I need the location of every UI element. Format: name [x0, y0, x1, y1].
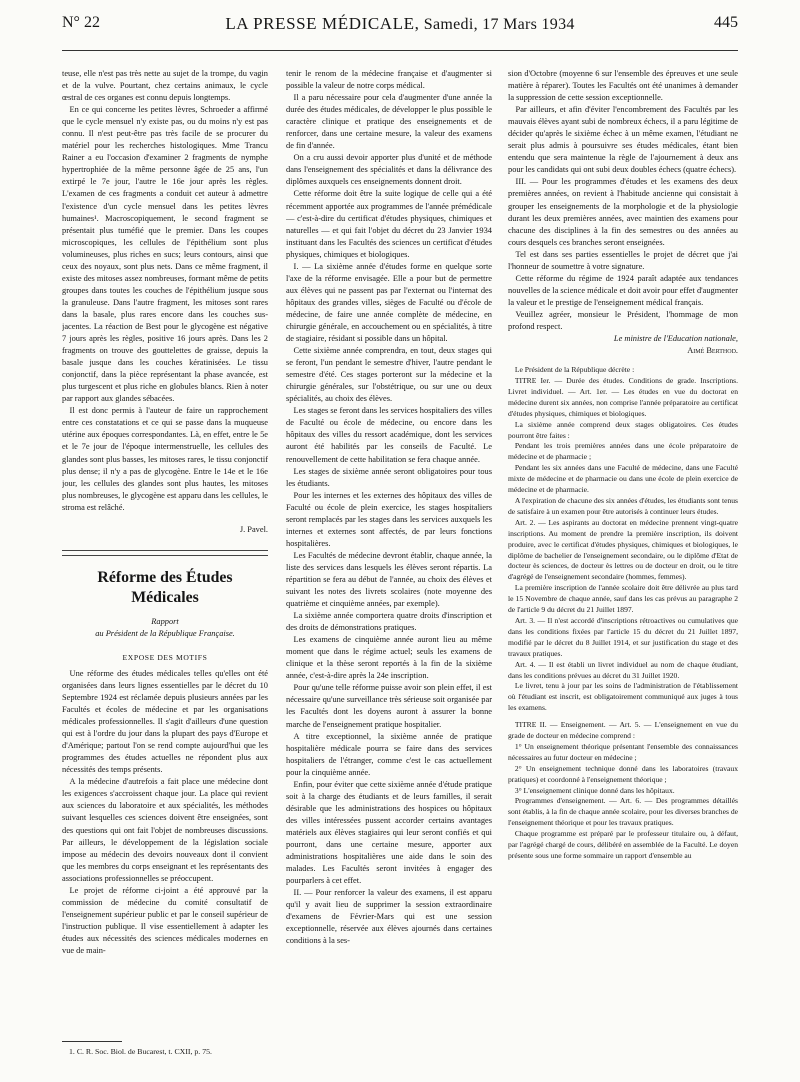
paragraph: Veuillez agréer, monsieur le Président, l'hommage de mon profond respect. — [508, 309, 738, 331]
decree-paragraph: A l'expiration de chacune des six années d'études, les étudiants sont tenus de satisfaire à un examen pour être autorisés à continuer leurs études. — [508, 496, 738, 516]
paragraph: Cette sixième année comprendra, en tout, deux stages qui se feront, l'un pendant le semestre d'hiver, l'autre pendant le semestre d'été. Ces stages porteront sur la médecine et la chirurgie générales, sur l'obstétrique, ou sur une ou deux spécialités, au choix des élèves. — [286, 346, 492, 404]
decree-paragraph: Chaque programme est préparé par le professeur titulaire ou, à défaut, par l'agrégé chargé de cours, délibéré en assemblée de la Faculté. Le doyen présente sous une forme sommaire un rapport d'ensemble au — [508, 829, 738, 860]
paragraph: Le projet de réforme ci-joint a été approuvé par la commission de médecine du comité consultatif de l'enseignement supérieur public et par le conseil supérieur de l'instruction publique. Il vise essentiellement à adapter les études aux nécessités des sciences médicales modernes en vue de main- — [62, 885, 268, 955]
decree-paragraph: TITRE II. — Enseignement. — Art. 5. — L'enseignement en vue du grade de docteur en médecine comprend : — [508, 720, 738, 741]
decree-paragraph: Art. 4. — Il est établi un livret individuel au nom de chaque étudiant, dans les conditions prévues au décret du 31 Juillet 1920. — [508, 659, 738, 680]
decree-paragraph: La sixième année comprend deux stages obligatoires. Ces études pourront être faites : — [508, 419, 738, 440]
paragraph: sion d'Octobre (moyenne 6 sur l'ensemble des épreuves et une seule matière à réparer). Toutes les Facultés ont été unanimes à demander la suppression de cette session exceptionnelle. — [508, 69, 738, 103]
paragraph: En ce qui concerne les petites lèvres, Schroeder a affirmé que le cycle mensuel n'y existe pas, ou du moins n'y est pas connu. Il n'est peut-être pas très facile de se procurer du matériel pour les recherches histologiques. Mme Trancu Rainer a eu l'occasion d'examiner 2 fragments de nymphe hypertrophiée de la même personne âgée de 25 ans, l'un extirpé le 7e jour, l'autre le 16e jour après les règles. L'examen de ces fragments a conduit cet auteur à admettre l'existence d'un cycle mensuel dans les petites lèvres humaines¹. Macroscopiquement, le second fragment se présentait plus tuméfié que le premier. Dans les coupes microscopiques, les cellules de l'épithélium sont plus volumineuses, plus riches en sucs; leurs contours, ainsi que ceux des noyaux, sont plus nets. Dans ce même fragment, il existe des mitoses assez nombreuses, formant même de petits groupes dans toutes les couches de l'épithélium jusque sous la granuleuse. Dans l'autre fragment, les mitoses sont rares dans la basale, plus rares encore dans les couches sus-jacentes. La réaction de Best pour le glycogène est négative 7 jours après les règles, positive 16 jours après. Dans les 2 fragments on trouve des gouttelettes de graisse, depuis la basale jusque dans les couches kératinisées. Le tissu conjonctif, dans la pièce représentant la phase avancée, est plus turgescent et plus riche en globules blancs. Rien à noter par rapport aux glandes sébacées. — [62, 105, 268, 404]
rapport-subheading: au Président de la République Française. — [95, 628, 235, 638]
rapport-heading: Rapport — [151, 616, 179, 626]
paragraph: La sixième année comportera quatre droits d'inscription et des droits de démonstrations pratiques. — [286, 611, 492, 633]
page-header — [62, 14, 738, 38]
decree-paragraph: Programmes d'enseignement. — Art. 6. — Des programmes détaillés sont établis, à la fin de chaque année scolaire, pour les diverses branches de l'enseignement théorique et pour les travaux pratiques. — [508, 796, 738, 828]
decree-paragraph: Art. 3. — Il n'est accordé d'inscriptions rétroactives ou cumulatives que dans les conditions fixées par l'article 15 du décret du 21 Juillet 1897, modifié par le décret du 8 Juillet 1914, et sur justification du stage et des travaux pratiques. — [508, 615, 738, 658]
column-2 — [286, 68, 492, 1068]
paragraph: Il est donc permis à l'auteur de faire un rapprochement entre ces constatations et ce qui se passe dans la muqueuse utérine aux époques correspondantes. Là, en effet, entre le 5e et le 7e jour de l'époque intermenstruelle, les cellules des glandes sont plus basses, les mitoses rares, le tissu conjonctif plus dense; il n'y a pas de glycogène. Entre le 14e et le 16e jour, les cellules des glandes sont plus hautes, les mitoses plus nombreuses, le glycogène est apparu dans les cellules, le stroma est relâché. — [62, 406, 268, 512]
footnote-rule — [62, 1041, 122, 1042]
paragraph: Les examens de cinquième année auront lieu au même moment que dans le régime actuel; seuls les examens de clinique et la thèse seront reportés à la fin de la sixième année, c'est-à-dire après la 24e inscription. — [286, 635, 492, 681]
paragraph: teuse, elle n'est pas très nette au sujet de la trompe, du vagin et de la vulve. Pourtant, chez certains animaux, le cycle œstral de ces organes est connu depuis longtemps. — [62, 69, 268, 103]
publication-name: LA PRESSE MÉDICALE, — [225, 14, 420, 33]
decree-paragraph: TITRE Ier. — Durée des études. Conditions de grade. Inscriptions. Livret individuel. — Art. 1er. — Les études en vue du doctorat en médecine durent six années, non comprise l'année préparatoire au certificat d'études physiques, chimiques et biologiques. — [508, 376, 738, 418]
decree-paragraph: La première inscription de l'année scolaire doit être délivrée au plus tard le 15 Novembre de chaque année, sauf dans les cas prévus au paragraphe 2 de l'article 9 du décret du 21 Juillet 1897. — [508, 583, 738, 615]
paragraph: I. — La sixième année d'études forme en quelque sorte l'axe de la réforme envisagée. Elle a pour but de permettre aux élèves qui ne passent pas par l'externat ou l'internat des hôpitaux des grandes villes, sièges de Faculté ou d'école de médecine, de faire une année complète de médecine, en chirurgie générale, en accouchement ou en spécialités, à titre de stagiaire, résidant si possible dans un hôpital. — [286, 261, 492, 344]
paragraph: tenir le renom de la médecine française et d'augmenter si possible la valeur de notre corps médical. — [286, 69, 492, 91]
paragraph: Enfin, pour éviter que cette sixième année d'étude pratique soit à la charge des étudiants et de leurs familles, il serait désirable que les administrations des hospices ou hôpitaux des villes intéressées pussent accorder certains avantages matériels aux élèves stagiaires qui leur seront confiés et qui pourront, dans une certaine mesure, apporter aux administrations hospitalières une aide dans le soin des malades. Les Facultés seront invitées à engager des pourparlers à cet effet. — [286, 779, 492, 886]
paragraph: A titre exceptionnel, la sixième année de pratique hospitalière médicale pourra se faire dans des services hospitaliers de l'étranger, comme c'est le cas actuellement pour la cinquième année. — [286, 731, 492, 777]
paragraph: Une réforme des études médicales telles qu'elles ont été organisées dans leurs lignes essentielles par le décret du 10 Septembre 1924 est réclamée depuis plusieurs années par les Facultés et écoles de médecine et par les organisations médicales professionnelles. Il s'agit d'ailleurs d'une question qui est à l'ordre du jour dans la plupart des pays d'Europe et d'Amérique; partout l'on se rend compte aujourd'hui que les programmes des études actuelles ne répondent plus aux nécessités des temps présents. — [62, 668, 268, 775]
section-heading: EXPOSE DES MOTIFS — [122, 652, 208, 662]
paragraph: Les stages de sixième année seront obligatoires pour tous les étudiants. — [286, 466, 492, 488]
decree-paragraph: Le livret, tenu à jour par les soins de l'administration de l'établissement où l'étudiant est inscrit, est obligatoirement communiqué aux juges à tous les examens. — [508, 681, 738, 713]
paragraph: Les stages se feront dans les services hospitaliers des villes de Faculté ou école de médecine, ou encore dans les hôpitaux des villes du ressort académique, dont les services auront été habilités par les conseils de Faculté. Le renouvellement de cette habilitation se fera chaque année. — [286, 406, 492, 464]
article-title: Réforme des Études Médicales — [97, 568, 233, 606]
issue-date: Samedi, 17 Mars 1934 — [423, 16, 575, 33]
decree-paragraph: Art. 2. — Les aspirants au doctorat en médecine prennent vingt-quatre inscriptions. Au moment de prendre la première inscription, ils doivent produire, avec le certificat d'études physiques, chimiques et biologiques, le diplôme de bachelier de l'enseignement secondaire, ou le diplôme d'Etat de docteur ès sciences, de docteur ès lettres ou de docteur en droit, ou le titre d'agrégé de l'enseignement secondaire (hommes, femmes). — [508, 517, 738, 582]
paragraph: II. — Pour renforcer la valeur des examens, il est apparu qu'il y avait lieu de supprimer la session extraordinaire d'examens de Février-Mars qui est une session exceptionnelle, réservée aux élèves ajournés dans certaines conditions à la ses- — [286, 888, 492, 946]
minister-name: Aimé Berthod. — [687, 346, 738, 356]
paragraph: Il a paru nécessaire pour cela d'augmenter d'une année la durée des études médicales, de développer le plus possible le caractère clinique et pratique des enseignements et de renforcer, dans une certaine mesure, la valeur des examens de fin d'année. — [286, 93, 492, 151]
page-number: 445 — [714, 14, 738, 31]
column-3 — [508, 68, 738, 1068]
paragraph: Cette réforme du régime de 1924 paraît adaptée aux tendances nouvelles de la science médicale et doit avoir pour effet d'augmenter la valeur et le prestige de l'enseignement médical français. — [508, 273, 738, 307]
decree-paragraph: 2° Un enseignement technique donné dans les laboratoires (travaux pratiques) et coordonné à l'enseignement théorique ; — [508, 763, 738, 784]
header-rule — [62, 50, 738, 51]
decree-paragraph: Le Président de la République décrète : — [514, 365, 635, 375]
footnote-block — [62, 1033, 268, 1058]
decree-paragraph: 3° L'enseignement clinique donné dans les hôpitaux. — [514, 785, 675, 795]
section-divider — [62, 550, 268, 556]
paragraph: Les Facultés de médecine devront établir, chaque année, la liste des services dans lesquels les élèves seront répartis. La répartition se fera au début de l'année, au choix des élèves et suivant les notes des livrets scolaires (note moyenne des quatrième et cinquième années, par exemple). — [286, 550, 492, 609]
decree-paragraph: 1° Un enseignement théorique présentant l'ensemble des connaissances nécessaires au futur docteur en médecine ; — [508, 741, 738, 762]
paragraph: Par ailleurs, et afin d'éviter l'encombrement des Facultés par les mauvais élèves ayant subi de nombreux échecs, il a paru légitime de décider qu'après le sixième échec à un même examen, l'étudiant ne serait plus admis à poursuivre ses études médicales, étant bien entendu que sera maintenue la règle de l'ajournement à deux ans pour les candidats qui ont subi deux doubles échecs (quatre échecs). — [508, 105, 738, 175]
paragraph: Pour qu'une telle réforme puisse avoir son plein effet, il est nécessaire qu'une surveillance très sérieuse soit organisée par les Facultés dont les doyens auront à assurer la bonne marche de l'enseignement pratique hospitalier. — [286, 683, 492, 729]
paragraph: Tel est dans ses parties essentielles le projet de décret que j'ai l'honneur de soumettre à votre signature. — [508, 249, 738, 271]
paragraph: A la médecine d'autrefois a fait place une médecine dont les exigences s'accroissent chaque jour. La place qui revient aux sciences du laboratoire et aux spécialités, les méthodes suivant lesquelles ces sciences doivent être enseignées, sont des questions qui ont fait l'objet de nombreuses discussions. Par ailleurs, le développement de la législation sociale impose au médecin des devoirs nouveaux dont il convient que les membres du corps enseignant et les représentants des associations professionnelles se préoccupent. — [62, 777, 268, 883]
issue-number: N° 22 — [62, 14, 100, 31]
footnote: 1. C. R. Soc. Biol. de Bucarest, t. CXII, p. 75. — [69, 1046, 212, 1056]
decree-paragraph: Pendant les six années dans une Faculté de médecine, dans une Faculté mixte de médecine et de pharmacie ou dans une école de plein exercice de médecine et de pharmacie. — [508, 463, 738, 495]
column-1 — [62, 68, 268, 1058]
paragraph: III. — Pour les programmes d'études et les examens des deux premières années, on revient à l'habitude ancienne qui consistait à grouper les enseignements de la morphologie et de la physiologie durant les deux premières années, avec maintien des examens pour chacune des disciplines à la fin des semestres ou des années au cours desquels ces branches seront enseignées. — [508, 177, 738, 247]
minister-title: Le ministre de l'Education nationale, — [613, 334, 738, 344]
decree-paragraph: Pendant les trois premières années dans une école préparatoire de médecine et de pharmacie ; — [508, 441, 738, 462]
paragraph: Cette réforme doit être la suite logique de celle qui a été récemment apportée aux programmes de l'année prémédicale — c'est-à-dire du certificat d'études physiques, chimiques et naturelles — et qui fait l'objet du décret du 23 Janvier 1934 instituant dans les Facultés des sciences un certificat d'études physiques, chimiques et biologiques. — [286, 189, 492, 259]
paragraph: On a cru aussi devoir apporter plus d'unité et de méthode dans l'enseignement des spécialités et dans la délivrance des diplômes auxquels ces enseignements donnent droit. — [286, 153, 492, 187]
running-title — [62, 14, 738, 34]
author-signature: J. Pavel. — [239, 524, 268, 534]
paragraph: Pour les internes et les externes des hôpitaux des villes de Faculté ou école de plein exercice, les stages hospitaliers seront remplacés par les stages dans les services auxquels les internes et externes sont affectés, de par leurs fonctions hospitalières. — [286, 490, 492, 548]
